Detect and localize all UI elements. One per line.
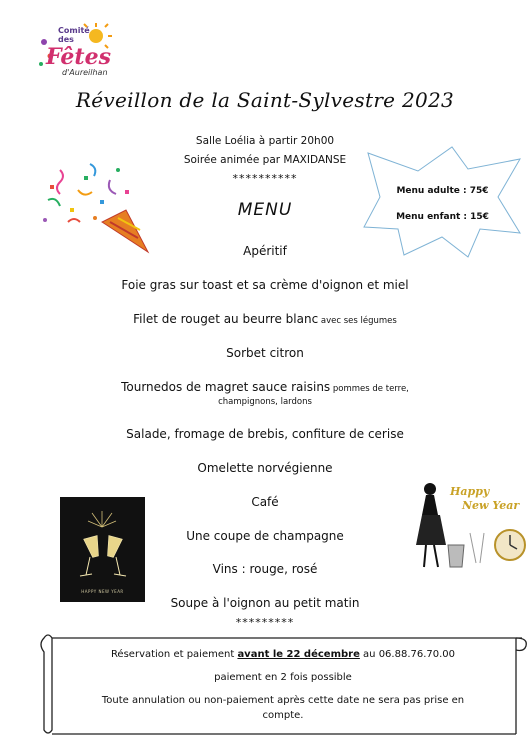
scroll-frame — [38, 630, 528, 738]
price-starburst — [360, 145, 525, 260]
reservation-prefix: Réservation et paiement — [110, 649, 238, 660]
happy-new-year-illustration — [412, 475, 527, 575]
course-main: Une coupe de champagne — [186, 529, 344, 543]
reservation-scroll-box — [38, 630, 528, 738]
course-main: Café — [251, 495, 279, 509]
logo-line4: d'Aureilhan — [62, 68, 108, 77]
reservation-deadline: avant le 22 décembre — [237, 649, 360, 660]
card-caption: HAPPY NEW YEAR — [81, 589, 124, 594]
cancel-line-2: compte. — [262, 710, 304, 721]
course-main: Soupe à l'oignon au petit matin — [170, 596, 360, 610]
separator: ********** — [232, 172, 298, 185]
course-main: Salade, fromage de brebis, confiture de cerise — [126, 427, 404, 441]
committee-logo — [36, 22, 116, 80]
course-main: Foie gras sur toast et sa crème d'oignon et miel — [121, 278, 409, 292]
course-salade — [0, 427, 530, 441]
logo-line2: des — [58, 35, 74, 44]
payment-line: paiement en 2 fois possible — [214, 672, 352, 683]
course-main: Tournedos de magret sauce raisins — [121, 380, 331, 394]
course-foie-gras — [0, 278, 530, 292]
course-main: Apéritif — [243, 244, 287, 258]
art-happy: Happy — [450, 485, 490, 498]
course-rouget — [0, 312, 530, 326]
price-adult: Menu adulte : 75€ — [396, 186, 489, 196]
entertainment-text: Soirée animée par MAXIDANSE — [183, 154, 347, 166]
end-separator: ********* — [235, 616, 295, 629]
menu-heading: MENU — [237, 200, 293, 220]
champagne-card-image — [60, 497, 145, 602]
course-aperitif — [0, 244, 530, 258]
party-popper-icon — [40, 160, 150, 255]
course-main: Filet de rouget au beurre blanc — [133, 312, 319, 326]
logo-line1: Comité — [58, 26, 90, 35]
course-extra: champignons, lardons — [218, 397, 312, 407]
course-main: Vins : rouge, rosé — [212, 562, 318, 576]
reservation-line — [38, 649, 528, 660]
course-extra: pommes de terre, — [330, 384, 409, 394]
logo-line3: Fêtes — [46, 44, 111, 70]
champagne-glasses-icon — [60, 497, 145, 602]
course-main: Sorbet citron — [226, 346, 304, 360]
art-new-year: New Year — [462, 499, 520, 512]
cancel-line-1: Toute annulation ou non-paiement après cette date ne sera pas prise en — [101, 695, 465, 706]
reservation-phone: au 06.88.76.70.00 — [359, 649, 456, 660]
price-child: Menu enfant : 15€ — [396, 212, 489, 222]
starburst-shape — [360, 145, 525, 260]
page-title: Réveillon de la Saint-Sylvestre 2023 — [75, 88, 455, 112]
course-main: Omelette norvégienne — [197, 461, 333, 475]
course-omelette — [0, 461, 530, 475]
venue-text: Salle Loélia à partir 20h00 — [195, 135, 335, 147]
course-sorbet — [0, 346, 530, 360]
confetti-popper-illustration — [40, 160, 150, 255]
course-tournedos — [0, 380, 530, 394]
course-tournedos-sides — [0, 397, 530, 407]
course-extra: avec ses légumes — [318, 316, 397, 326]
